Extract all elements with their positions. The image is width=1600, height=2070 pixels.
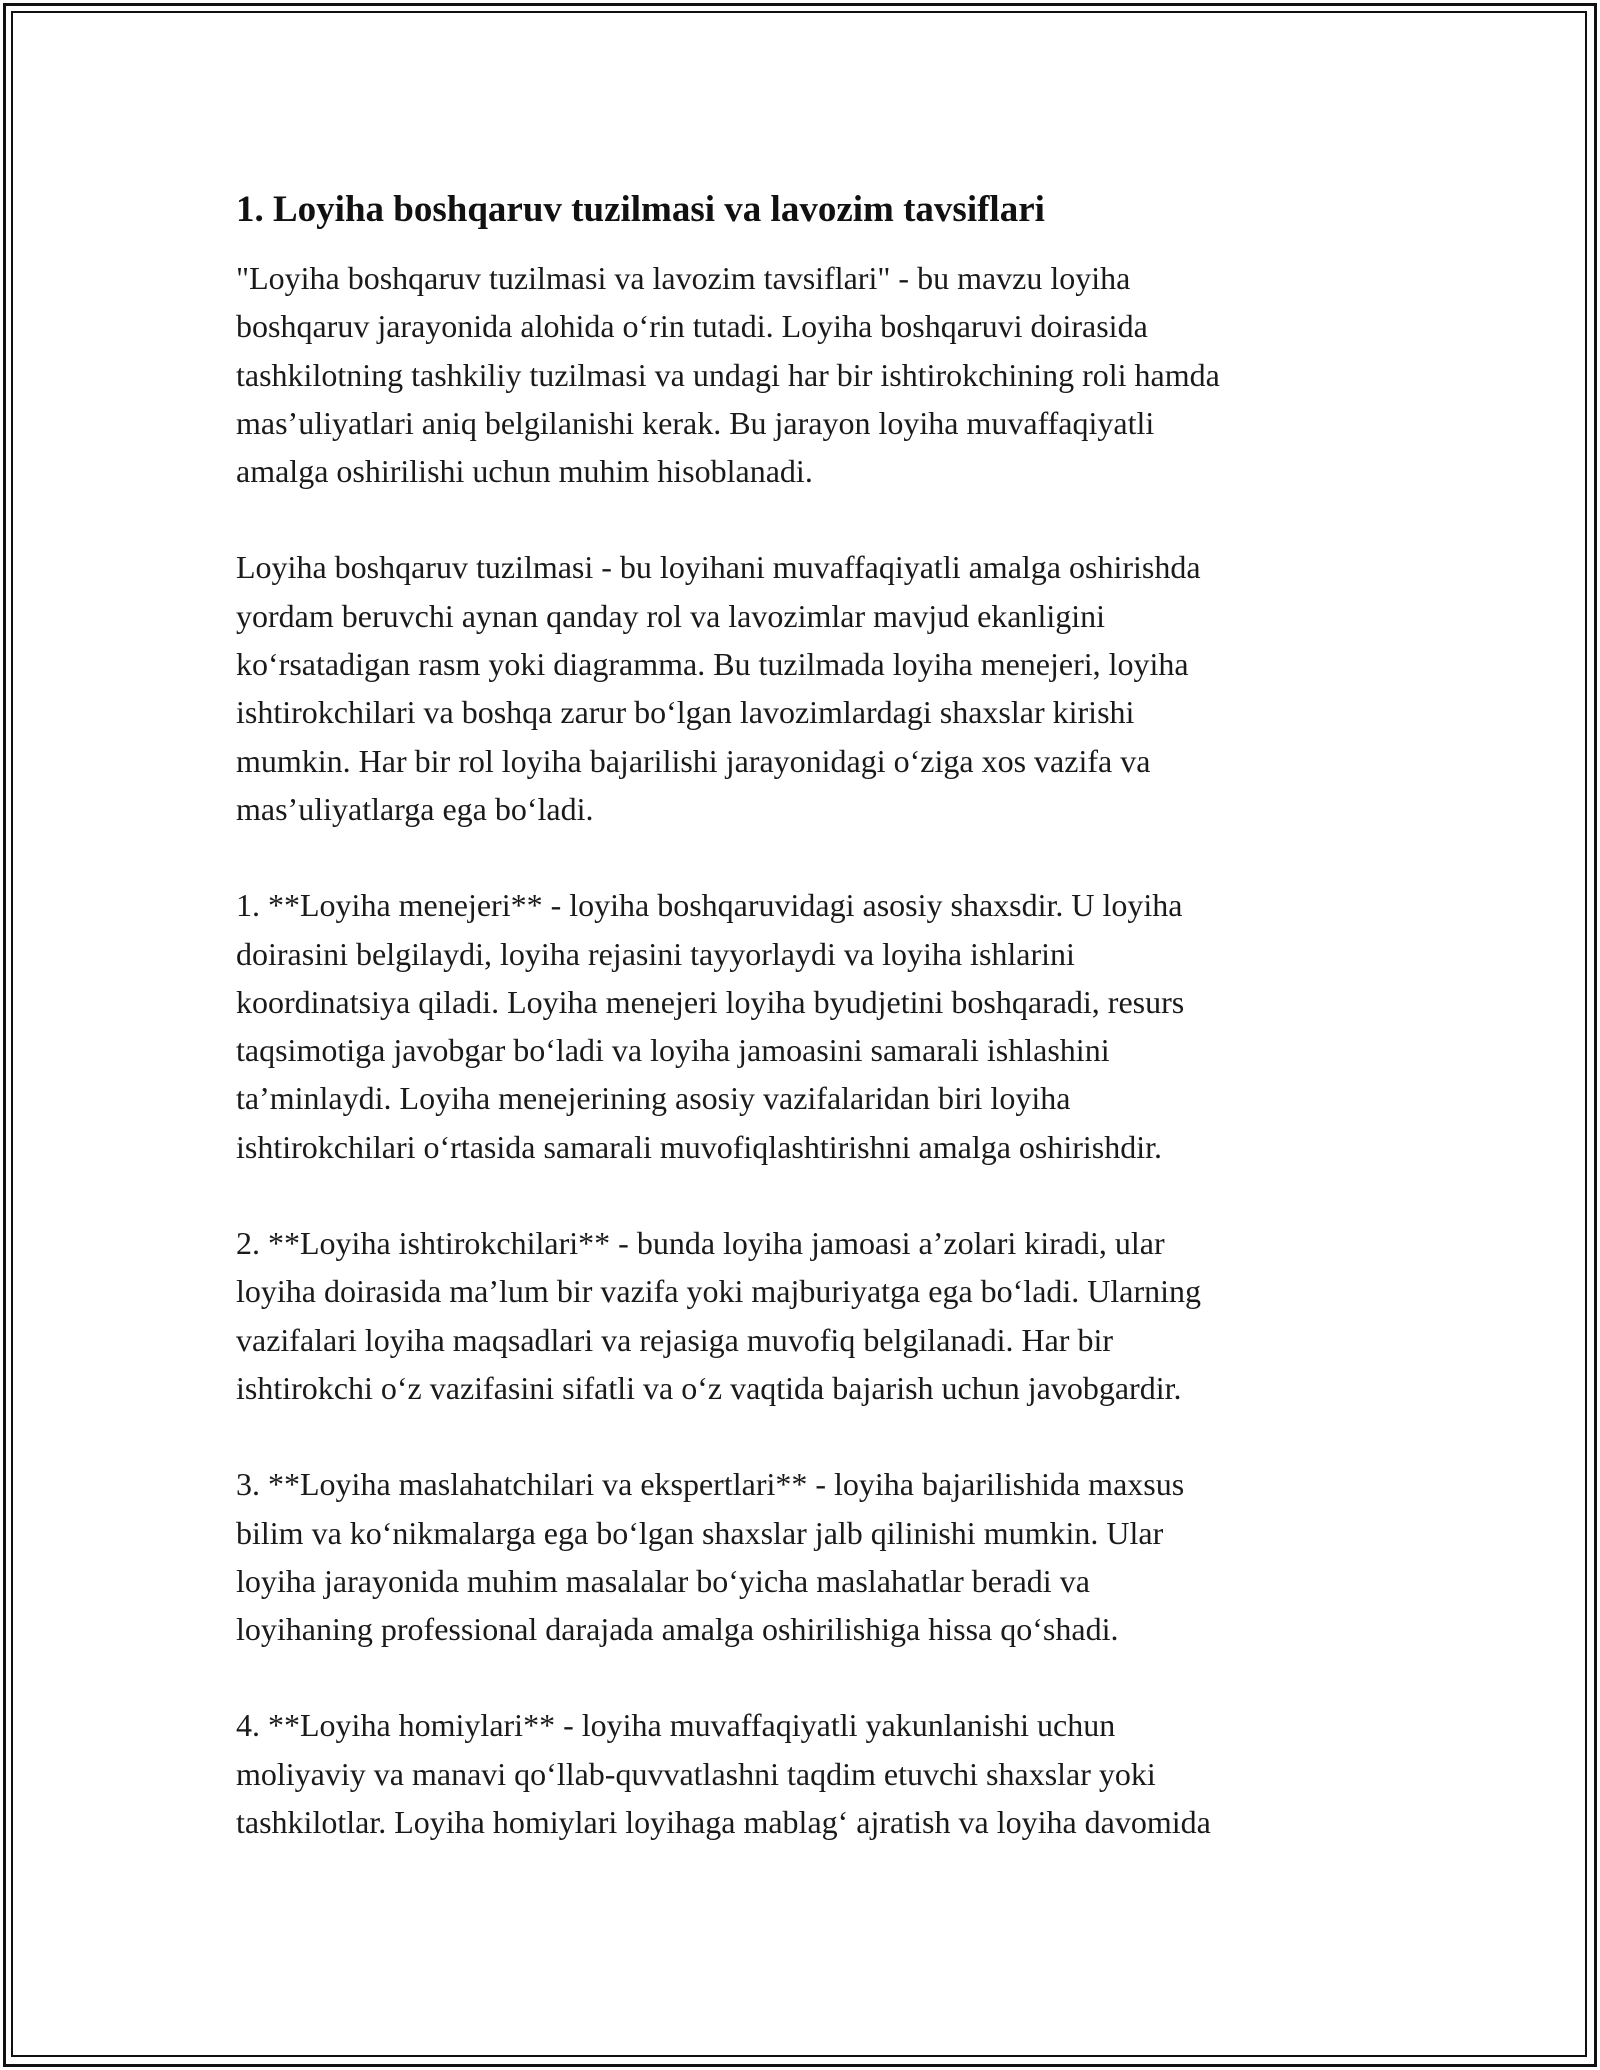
paragraph-item-sponsors [236,1701,1376,1846]
text-line: moliyaviy va manavi qo‘llab-quvvatlashni taqdim etuvchi shaxslar yoki [236,1755,1156,1792]
text-line: ta’minlaydi. Loyiha menejerining asosiy vazifalaridan biri loyiha [236,1080,1071,1117]
document-body [236,186,1376,1894]
text-line: loyihaning professional darajada amalga oshirilishiga hissa qo‘shadi. [236,1611,1119,1648]
text-line: yordam beruvchi aynan qanday rol va lavozimlar mavjud ekanligini [236,597,1106,634]
text-line: tashkilotlar. Loyiha homiylari loyihaga mablag‘ ajratish va loyiha davomida [236,1804,1211,1841]
text-line: loyiha jarayonida muhim masalalar bo‘yicha maslahatlar beradi va [236,1562,1090,1599]
paragraph-item-project-manager [236,881,1376,1171]
paragraph-intro [236,254,1376,495]
paragraph-structure-definition [236,543,1376,833]
text-line: "Loyiha boshqaruv tuzilmasi va lavozim tavsiflari" - bu mavzu loyiha [236,260,1131,296]
text-line: vazifalari loyiha maqsadlari va rejasiga muvofiq belgilanadi. Har bir [236,1321,1113,1358]
text-line: tashkilotning tashkiliy tuzilmasi va undagi har bir ishtirokchining roli hamda [236,356,1220,393]
text-line: mumkin. Har bir rol loyiha bajarilishi jarayonidagi o‘ziga xos vazifa va [236,742,1151,779]
text-line: boshqaruv jarayonida alohida o‘rin tutadi. Loyiha boshqaruvi doirasida [236,308,1148,345]
text-line: mas’uliyatlarga ega bo‘ladi. [236,790,594,827]
text-line: loyiha doirasida ma’lum bir vazifa yoki majburiyatga ega bo‘ladi. Ularning [236,1273,1202,1310]
section-heading: 1. Loyiha boshqaruv tuzilmasi va lavozim tavsiflari [236,189,1045,230]
text-line: doirasini belgilaydi, loyiha rejasini tayyorlaydi va loyiha ishlarini [236,935,1075,972]
text-line: taqsimotiga javobgar bo‘ladi va loyiha jamoasini samarali ishlashini [236,1032,1110,1069]
text-line: amalga oshirilishi uchun muhim hisoblanadi. [236,453,813,490]
text-line: 1. **Loyiha menejeri** - loyiha boshqaruvidagi asosiy shaxsdir. U loyiha [236,887,1183,924]
text-line: 2. **Loyiha ishtirokchilari** - bunda loyiha jamoasi a’zolari kiradi, ular [236,1225,1165,1262]
text-line: ishtirokchi o‘z vazifasini sifatli va o‘z vaqtida bajarish uchun javobgardir. [236,1369,1182,1406]
text-line: mas’uliyatlari aniq belgilanishi kerak. Bu jarayon loyiha muvaffaqiyatli [236,404,1155,441]
text-line: Loyiha boshqaruv tuzilmasi - bu loyihani muvaffaqiyatli amalga oshirishda [236,549,1201,586]
text-line: 3. **Loyiha maslahatchilari va ekspertlari** - loyiha bajarilishida maxsus [236,1466,1185,1503]
paragraph-item-consultants [236,1460,1376,1653]
text-line: ishtirokchilari va boshqa zarur bo‘lgan lavozimlardagi shaxslar kirishi [236,694,1135,731]
text-line: bilim va ko‘nikmalarga ega bo‘lgan shaxslar jalb qilinishi mumkin. Ular [236,1514,1164,1551]
text-line: 4. **Loyiha homiylari** - loyiha muvaffaqiyatli yakunlanishi uchun [236,1707,1116,1744]
text-line: ko‘rsatadigan rasm yoki diagramma. Bu tuzilmada loyiha menejeri, loyiha [236,646,1189,683]
text-line: koordinatsiya qiladi. Loyiha menejeri loyiha byudjetini boshqaradi, resurs [236,983,1185,1020]
text-line: ishtirokchilari o‘rtasida samarali muvofiqlashtirishni amalga oshirishdir. [236,1128,1163,1165]
paragraph-item-participants [236,1219,1376,1412]
